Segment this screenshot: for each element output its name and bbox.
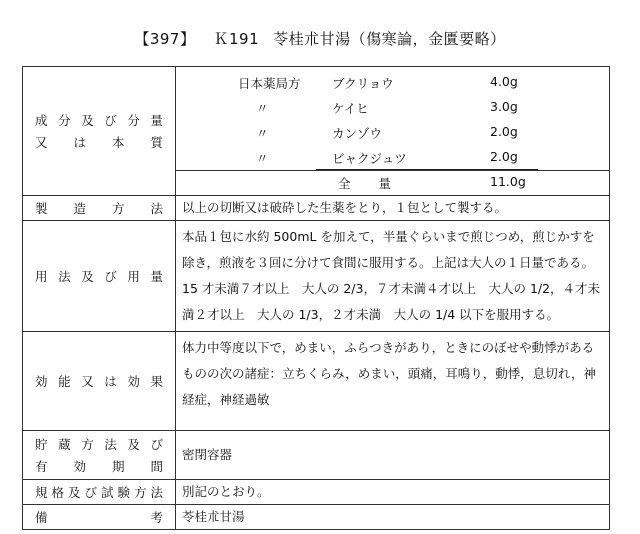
specifications-label: 規格及び試験方法 xyxy=(23,480,176,505)
monograph-table xyxy=(22,66,610,530)
composition-label-line1: 成分及び分量 xyxy=(35,113,163,128)
ingredient-row xyxy=(182,120,603,145)
manufacturing-row xyxy=(23,196,610,221)
dosage-row xyxy=(23,221,610,332)
ingredient-pharmacopoeia: 〃 xyxy=(256,126,269,141)
ingredient-pharmacopoeia: 日本薬局方 xyxy=(238,76,301,91)
dosage-value: 本品１包に水約 500mL を加えて，半量ぐらいまで煎じつめ，煎じかすを除き，煎液を３回に分けて食間に服用する。上記は大人の１日量である。15 才未満７才以上 大人の 2/3，７才未満４才以上 大人の 1/2，４才未満２才以上 大人の 1/3，２才未満 大人の 1/4 以下を服用する。 xyxy=(176,221,610,332)
specifications-row xyxy=(23,480,610,505)
storage-row xyxy=(23,431,610,480)
ingredient-row xyxy=(182,95,603,120)
item-code: Ｋ191 xyxy=(213,30,260,48)
remarks-value: 苓桂朮甘湯 xyxy=(176,505,610,530)
ingredient-name: ビャクジュツ xyxy=(332,151,407,166)
item-number: 【397】 xyxy=(134,30,196,48)
efficacy-value: 体力中等度以下で，めまい，ふらつきがあり，ときにのぼせや動悸があるものの次の諸症：立ちくらみ，めまい，頭痛，耳鳴り，動悸，息切れ，神経症，神経過敏 xyxy=(176,332,610,431)
ingredient-amount: 4.0g xyxy=(490,74,518,89)
formula-name: 苓桂朮甘湯（傷寒論，金匱要略） xyxy=(273,30,506,48)
remarks-row xyxy=(23,505,610,530)
total-label: 全量 xyxy=(338,176,420,191)
ingredient-pharmacopoeia: 〃 xyxy=(256,101,269,116)
remarks-label: 備考 xyxy=(23,505,176,530)
ingredient-name: ケイヒ xyxy=(332,101,369,116)
document-title xyxy=(0,28,640,49)
composition-label-line2: 又は本質 xyxy=(35,135,163,150)
ingredient-pharmacopoeia: 〃 xyxy=(256,151,269,166)
efficacy-label: 効能又は効果 xyxy=(23,332,176,431)
composition-row xyxy=(23,67,610,196)
total-row xyxy=(176,170,609,195)
ingredient-amount: 2.0g xyxy=(490,149,518,164)
ingredient-amount: 3.0g xyxy=(490,99,518,114)
composition-value xyxy=(176,67,610,196)
specifications-value: 別記のとおり。 xyxy=(176,480,610,505)
total-amount: 11.0g xyxy=(490,174,526,189)
manufacturing-label: 製造方法 xyxy=(23,196,176,221)
manufacturing-value: 以上の切断又は破砕した生薬をとり，１包として製する。 xyxy=(176,196,610,221)
ingredient-name: ブクリョウ xyxy=(332,76,394,91)
ingredient-amount: 2.0g xyxy=(490,124,518,139)
storage-label: 貯蔵方法及び 有効期間 xyxy=(23,431,176,480)
dosage-label: 用法及び用量 xyxy=(23,221,176,332)
ingredient-row xyxy=(182,145,603,170)
composition-label xyxy=(23,67,176,196)
ingredient-row xyxy=(182,70,603,95)
efficacy-row xyxy=(23,332,610,431)
ingredient-name: カンゾウ xyxy=(332,126,383,141)
storage-value: 密閉容器 xyxy=(176,431,610,480)
